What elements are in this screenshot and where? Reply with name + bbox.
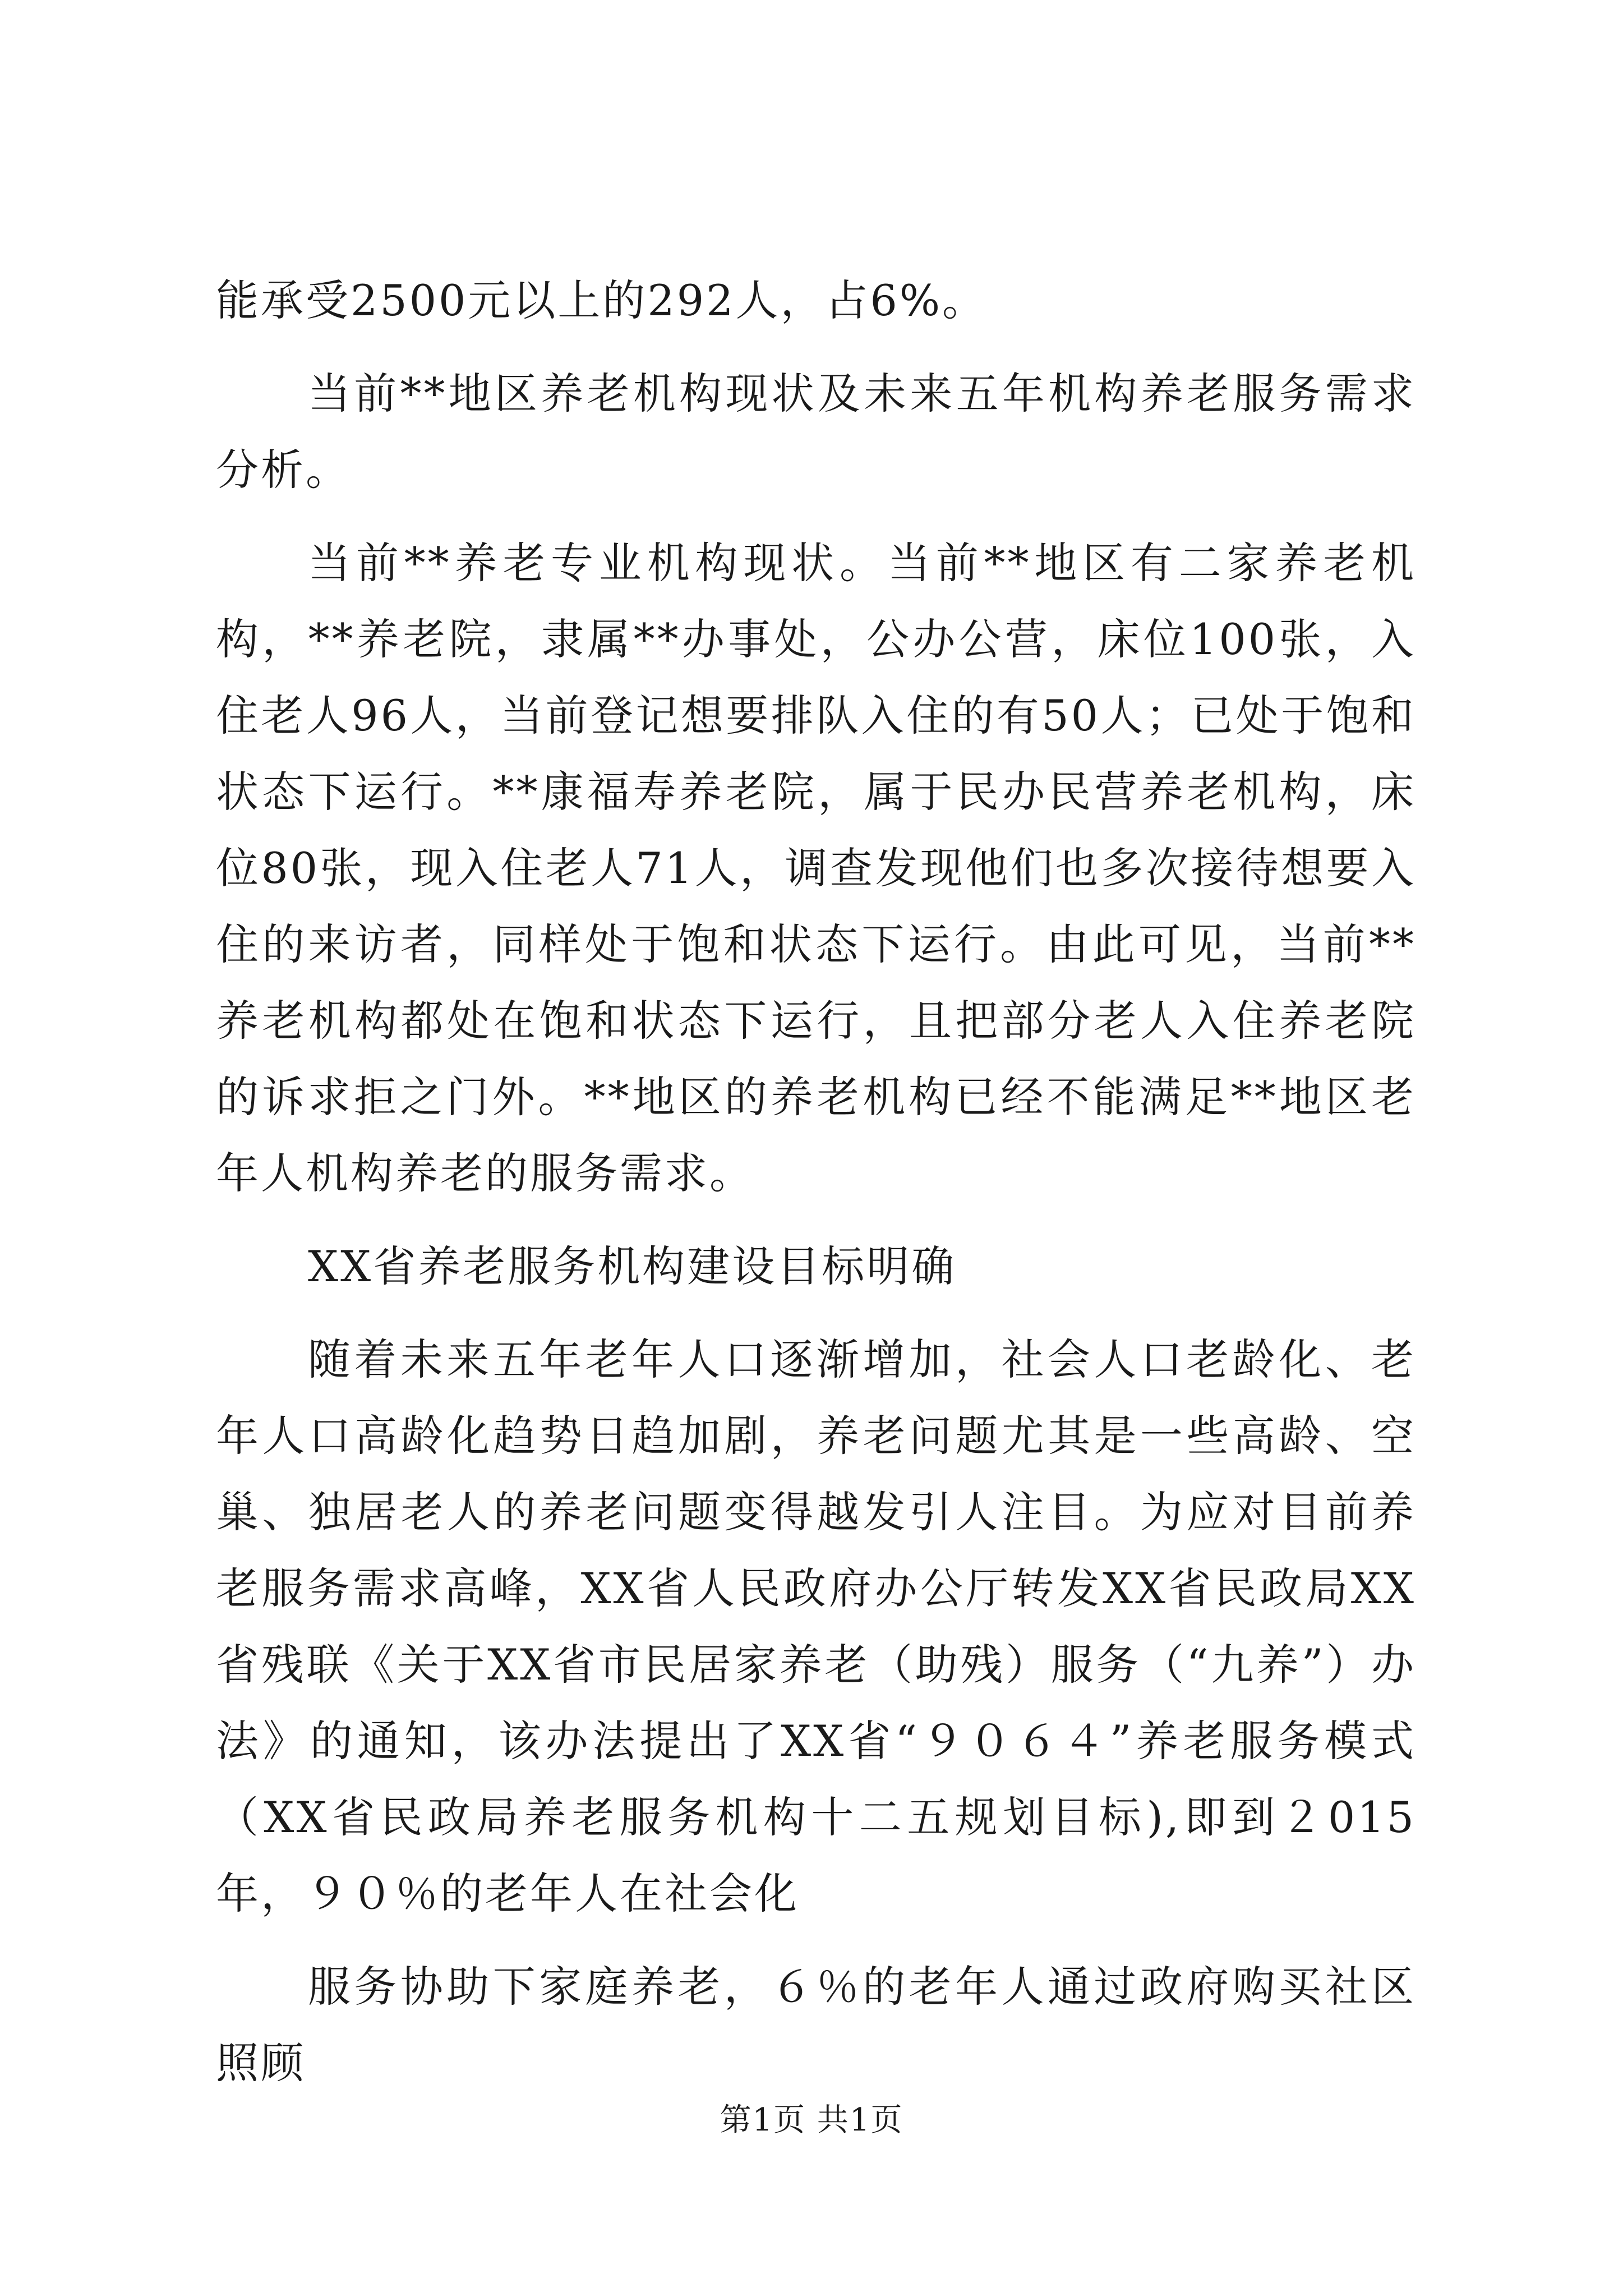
paragraph-3: 当前**养老专业机构现状。当前**地区有二家养老机构，**养老院，隶属**办事处，公办公营，床位100张，入住老人96人，当前登记想要排队入住的有50人；已处于饱和状态下运行。**康福寿养老院，属于民办民营养老机构，床位80张，现入住老人71人，调查发现他们也多次接待想要入住的来访者，同样处于饱和状态下运行。由此可见，当前**养老机构都处在饱和状态下运行，且把部分老人入住养老院的诉求拒之门外。**地区的养老机构已经不能满足**地区老年人机构养老的服务需求。 (216, 538, 1416, 1198)
document-body (216, 263, 1416, 2101)
paragraph-5: 服务协助下家庭养老，６％的老年人通过政府购买社区照顾 (216, 1962, 1416, 2088)
paragraph-4: 随着未来五年老年人口逐渐增加，社会人口老龄化、老年人口高龄化趋势日趋加剧，养老问题尤其是一些高龄、空巢、独居老人的养老问题变得越发引人注目。为应对目前养老服务需求高峰，XX省人民政府办公厅转发XX省民政局XX省残联《关于XX省市民居家养老（助残）服务（“九养”）办法》的通知，该办法提出了XX省“９０６４”养老服务模式（XX省民政局养老服务机构十二五规划目标),即到２015年，９０％的老年人在社会化 (216, 1335, 1416, 1918)
paragraph-2: 当前**地区养老机构现状及未来五年机构养老服务需求分析。 (216, 369, 1416, 495)
paragraph-1: 能承受2500元以上的292人，占6%。 (216, 275, 988, 325)
section-heading: XX省养老服务机构建设目标明确 (308, 1241, 957, 1291)
page-number-footer: 第1页 共1页 (720, 2102, 903, 2138)
